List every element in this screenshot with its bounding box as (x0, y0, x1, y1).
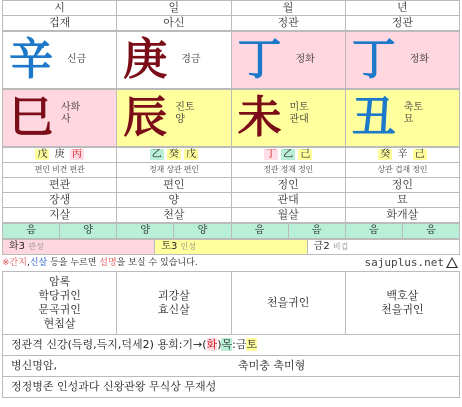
triangle-icon[interactable] (446, 257, 458, 268)
jijanggan-year-2: 辛 (397, 149, 408, 160)
branch-god-hour: 편관 (3, 178, 117, 193)
jijanggan-day (117, 148, 231, 163)
stem-god-hour: 겁재 (3, 16, 117, 31)
sinsal-unseong-month[interactable]: 월살 (231, 208, 345, 223)
jijanggan-year-1: 癸 (380, 149, 391, 160)
jijanggan-hour (3, 148, 117, 163)
analysis-line-1: 정관격 신강(득령,득지,덕세2) 용희:기→(화)목:금토 (2, 335, 460, 356)
site-name: sajuplus.net (364, 256, 444, 269)
branch-bottom-day: 양 (175, 114, 185, 125)
yinyang-1: 음 (3, 224, 60, 239)
branch-bottom-hour: 사 (61, 114, 71, 125)
branch-god-year: 정인 (345, 178, 459, 193)
jijanggan-gods-month: 정관 정재 정인 (231, 163, 345, 178)
branch-bottom-year: 묘 (403, 114, 414, 125)
branch-god-day: 편인 (117, 178, 231, 193)
unseong-day[interactable]: 양 (117, 193, 231, 208)
jijanggan-row (2, 147, 460, 223)
jijanggan-day-1: 乙 (151, 149, 162, 160)
yinyang-4: 양 (174, 224, 231, 239)
branch-hanja-hour[interactable]: 巳 (9, 92, 53, 143)
branch-bottom-month: 관대 (289, 114, 309, 125)
analysis-line-3: 정정병존 인성과다 신왕관왕 무식상 무재성 (2, 377, 460, 398)
branch-cell-day[interactable] (117, 90, 231, 147)
stem-god-month: 정관 (231, 16, 345, 31)
stem-hanja-month[interactable]: 丁 (237, 34, 282, 85)
branch-god-month: 정인 (231, 178, 345, 193)
stem-cell-hour[interactable] (3, 32, 117, 89)
jijanggan-gods-day: 정재 상관 편인 (117, 163, 231, 178)
yinyang-3: 양 (117, 224, 174, 239)
stem-row (2, 31, 460, 89)
jijanggan-month (231, 148, 345, 163)
stem-name-month: 정화 (295, 54, 315, 65)
jijanggan-hour-2: 庚 (54, 149, 65, 160)
element-balance (2, 239, 460, 255)
element-metal[interactable]: 금2 비겁 (307, 240, 459, 255)
pillar-label-day: 일 (117, 1, 231, 16)
yinyang-2: 양 (60, 224, 117, 239)
jijanggan-hour-1: 戊 (37, 149, 48, 160)
sinsal-month[interactable]: 천을귀인 (231, 272, 345, 335)
jijanggan-year (345, 148, 459, 163)
analysis-line-2: 병신명암, 축미충 축미형 (2, 356, 460, 377)
jijanggan-hour-3: 丙 (71, 149, 82, 160)
branch-cell-hour[interactable] (3, 90, 117, 147)
branch-top-year: 축토 (403, 102, 424, 113)
pillar-label-month: 월 (231, 1, 345, 16)
stem-hanja-day[interactable]: 庚 (123, 34, 168, 85)
stem-god-day: 아신 (117, 16, 231, 31)
branch-cell-year[interactable] (345, 90, 459, 147)
branch-cell-month[interactable] (231, 90, 345, 147)
branch-hanja-month[interactable]: 未 (237, 92, 282, 143)
sinsal-unseong-day[interactable]: 천살 (117, 208, 231, 223)
jijanggan-month-1: 丁 (265, 149, 276, 160)
jijanggan-day-3: 戊 (186, 149, 197, 160)
stem-name-day: 경금 (181, 54, 201, 65)
sinsal-table (2, 271, 460, 335)
sinsal-unseong-year[interactable]: 화개살 (345, 208, 459, 223)
stem-hanja-year[interactable]: 丁 (351, 34, 396, 85)
jijanggan-month-2: 乙 (283, 149, 294, 160)
sinsal-hour[interactable]: 암록 학당귀인 문곡귀인 현침살 (3, 272, 117, 335)
stem-hanja-hour[interactable]: 辛 (9, 34, 53, 85)
sinsal-unseong-hour[interactable]: 지살 (3, 208, 117, 223)
help-note: ※간지,신살 등을 누르면 설명을 보실 수 있습니다. sajuplus.net (2, 255, 460, 271)
yinyang-8: 음 (402, 224, 459, 239)
pillar-label-hour: 시 (3, 1, 117, 16)
pillar-label-year: 년 (345, 1, 459, 16)
stem-cell-month[interactable] (231, 32, 345, 89)
branch-top-day: 진토 (175, 102, 195, 113)
yinyang-5: 음 (231, 224, 288, 239)
saju-chart (2, 0, 460, 398)
branch-top-month: 미토 (289, 102, 309, 113)
pillar-header (2, 0, 460, 31)
element-fire[interactable]: 화3 관성 (3, 240, 155, 255)
stem-name-hour: 신금 (67, 54, 87, 65)
yinyang-row (2, 223, 460, 239)
jijanggan-gods-year: 상관 겁재 정인 (345, 163, 459, 178)
unseong-month[interactable]: 관대 (231, 193, 345, 208)
unseong-year[interactable]: 묘 (345, 193, 459, 208)
jijanggan-month-3: 己 (300, 149, 311, 160)
sinsal-year[interactable]: 백호살 천을귀인 (345, 272, 459, 335)
yinyang-6: 음 (288, 224, 345, 239)
branch-hanja-day[interactable]: 辰 (123, 92, 168, 143)
stem-name-year: 정화 (409, 54, 430, 65)
branch-hanja-year[interactable]: 丑 (351, 92, 396, 143)
yinyang-7: 음 (345, 224, 402, 239)
branch-row (2, 89, 460, 147)
sinsal-day[interactable]: 괴강살 효신살 (117, 272, 231, 335)
jijanggan-year-3: 己 (414, 149, 425, 160)
jijanggan-day-2: 癸 (168, 149, 179, 160)
element-earth[interactable]: 토3 인성 (155, 240, 307, 255)
unseong-hour[interactable]: 장생 (3, 193, 117, 208)
branch-top-hour: 사화 (61, 102, 81, 113)
stem-cell-day[interactable] (117, 32, 231, 89)
stem-cell-year[interactable] (345, 32, 459, 89)
stem-god-year: 정관 (345, 16, 459, 31)
jijanggan-gods-hour: 편인 비견 편관 (3, 163, 117, 178)
